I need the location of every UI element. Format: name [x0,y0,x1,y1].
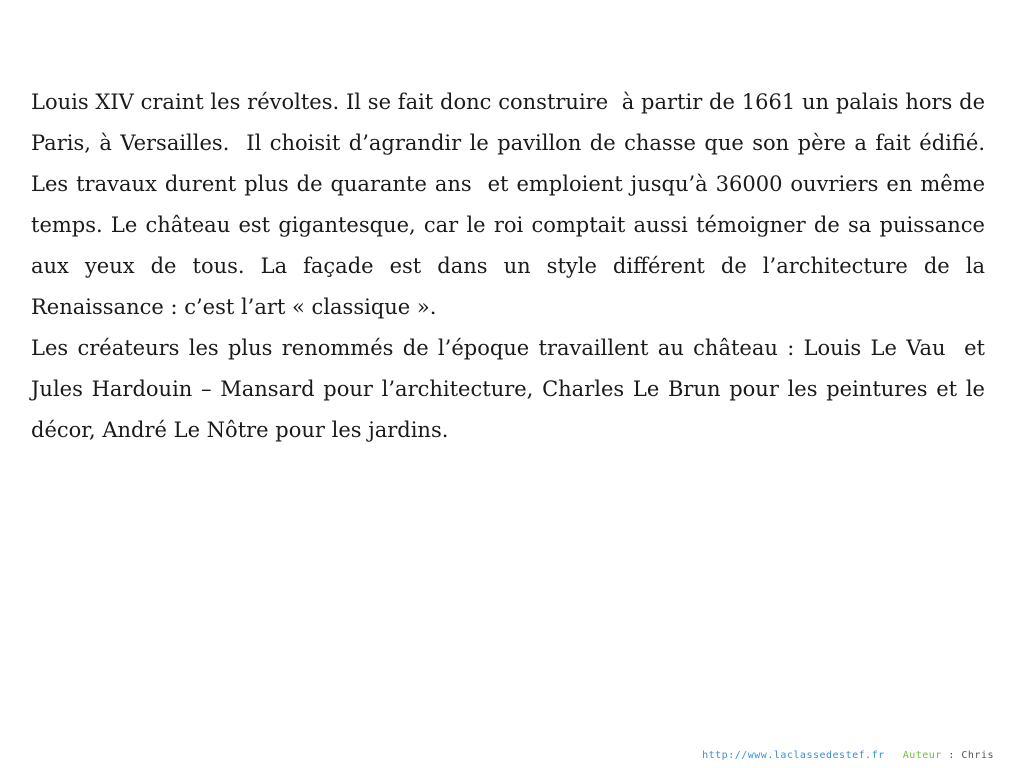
slide-body [31,82,992,451]
paragraph-createurs: Les créateurs les plus renommés de l’époque travaillent au château : Louis Le Vau et Jules Hardouin – Mansard pour l’architecture, Charles Le Brun pour les peintures et le décor, André Le Nôtre pour les jardins. [31,336,992,442]
footer-author-separator: : [941,750,962,761]
footer [702,750,994,761]
footer-author-name: Chris [961,750,994,761]
footer-author-label: Auteur [902,750,942,761]
footer-url-link[interactable]: http://www.laclassedestef.fr [702,750,885,761]
paragraph-versailles-construction: Louis XIV craint les révoltes. Il se fait donc construire à partir de 1661 un palais hors de Paris, à Versailles. Il choisit d’agrandir le pavillon de chasse que son père a fait édifié. Les travaux durent plus de quarante ans et emploient jusqu’à 36000 ouvriers en même temps. Le château est gigantesque, car le roi comptait aussi témoigner de sa puissance aux yeux de tous. La façade est dans un style différent de l’architecture de la Renaissance : c’est l’art « classique ». [31,90,992,319]
